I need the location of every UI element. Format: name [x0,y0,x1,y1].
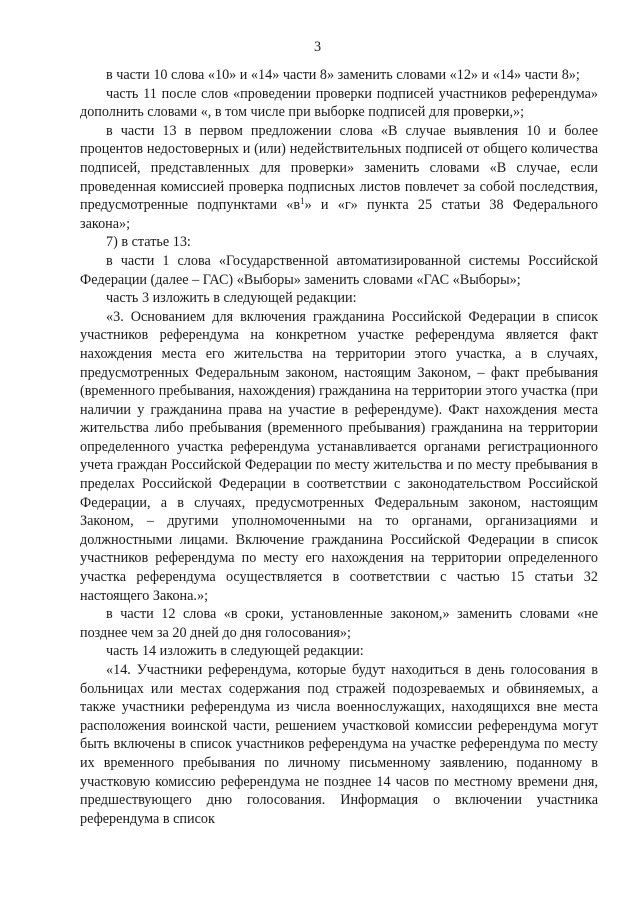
paragraph: часть 14 изложить в следующей редакции: [106,643,364,660]
paragraph: 7) в статье 13: [106,234,191,251]
page-number: 3 [313,39,322,55]
superscript: 1 [300,196,305,207]
paragraph [80,122,598,234]
paragraph: в части 1 слова «Государственной автоматизированной системы Российской Федерации (далее – ГАС) «Выборы» заменить словами «ГАС «Выборы»; [80,252,598,288]
paragraph: в части 12 слова «в сроки, установленные законом,» заменить словами «не позднее чем за 20 дней до дня голосования»; [80,606,598,641]
paragraph: часть 3 изложить в следующей редакции: [106,290,357,307]
paragraph: «3. Основанием для включения гражданина Российской Федерации в список участников референдума на конкретном участке референдума является факт нахождения места его жительства на территории этого участка, а в случаях, предусмотренных Федеральным законом, настоящим Законом, – факт пребывания (временного пребывания, нахождения) гражданина на территории этого участка (при наличии у гражданина права на участие в референдуме). Факт нахождения места жительства либо пребывания (временного пребывания) гражданина на территории определенного участка референдума устанавливается органами регистрационного учета граждан Российской Федерации по месту жительства и по месту пребывания в пределах Российской Федерации в соответствии с законодательством Российской Федерации, а в случаях, предусмотренных Федеральным законом, настоящим Законом, – другими уполномоченными на то органами, организациями и должностными лицами. Включение гражданина Российской Федерации в список участников референдума по месту его нахождения на территории определенного участка референдума осуществляется в соответствии с частью 15 статьи 32 настоящего Закона.»; [80,308,598,604]
document-body [80,66,598,828]
paragraph: «14. Участники референдума, которые будут находиться в день голосования в больницах или местах содержания под стражей подозреваемых и обвиняемых, а также участники референдума из числа военнослужащих, находящихся вне места расположения воинской части, решением участковой комиссии референдума могут быть включены в список участников референдума на участке референдума по месту их временного пребывания по личному письменному заявлению, поданному в участковую комиссию референдума не позднее 14 часов по местному времени дня, предшествующего дню голосования. Информация о включении участника референдума в список [80,662,598,827]
paragraph-text: в части 13 в первом предложении слова «В случае выявления 10 и более процентов недостоверных и (или) недействительных подписей от общего количества подписей, представленных для проверки» заменить словами «В случае, если проведенная комиссией проверка подписных листов повлечет за собой последствия, предусмотренные подпунктами «в [80,122,598,214]
paragraph: в части 10 слова «10» и «14» части 8» заменить словами «12» и «14» части 8»; [106,67,580,83]
paragraph: часть 11 после слов «проведении проверки подписей участников референдума» дополнить словами «, в том числе при выборке подписей для проверки,»; [80,85,598,121]
paragraph-text-tail: » и «г» пункта 25 статьи 38 Федерального закона»; [80,197,598,232]
